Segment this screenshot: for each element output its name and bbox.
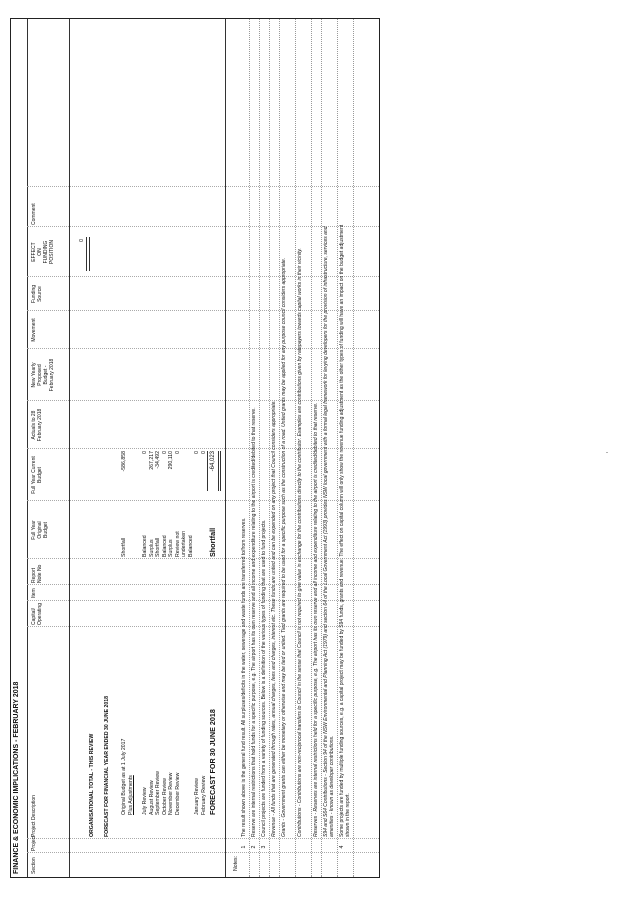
effect-rule [86, 237, 87, 271]
header-capital-operating: Capital/ Operating [31, 603, 43, 625]
review-value: 267,217 [148, 451, 155, 470]
header-section: Section [31, 857, 37, 874]
header-current-budget: Full Year Current Budget [31, 456, 43, 494]
note-number: 4 [339, 845, 345, 849]
review-result: Balanced [161, 535, 168, 557]
review-label: November Review [168, 772, 174, 815]
review-value: -34,492 [155, 451, 161, 469]
note-divider [269, 19, 270, 877]
header-comment: Comment [31, 203, 37, 225]
note-divider [259, 19, 260, 877]
note-text: Reserve are internal restrictions that hold funds for a specific purpose, e.g. The airport has its own reserve and all income and expenditure relating to the airport is credited/debited to that reserve. [251, 407, 257, 837]
opening-label: Original Budget as at 1 July 2017 [121, 738, 127, 815]
notes-divider [225, 19, 226, 877]
page-title: FINANCE & ECONOMIC IMPLICATIONS - FEBRUARY 2018 [13, 681, 20, 874]
review-value: 0 [200, 451, 207, 454]
note-text: S94 and S64 Contributions - Section 94 of the NSW Environmental and Planning Act (1979) and section 64 of the Local Government Act (1993) provides NSW local government with a formal legal framework for levying developers for the provision of infrastructure, services and amenities - known as developer contributions. [323, 226, 336, 837]
review-value: 290,110 [168, 451, 174, 470]
header-report-note: Report Note No [31, 564, 43, 583]
col-sep [27, 852, 379, 853]
opening-value: -586,858 [121, 451, 127, 472]
review-result: Surplus [168, 539, 174, 557]
org-total-heading: ORGANISATIONAL TOTAL - THIS REVIEW [89, 733, 95, 837]
note-number: 2 [251, 845, 257, 849]
effect-value: 0 [79, 239, 85, 242]
header-description: Project Description [31, 795, 37, 837]
review-value: 0 [194, 451, 200, 454]
header-original-budget: Full Year Original Budget [31, 520, 49, 540]
review-result: Balanced [187, 535, 194, 557]
note-number: 3 [261, 845, 267, 849]
note-divider [337, 19, 338, 877]
note-text: Council projects are funded from a variety of funding sources. Below is a definition of the various types of funding that are used to fund projects. [261, 519, 267, 837]
review-result: Shortfall [155, 537, 161, 557]
note-number: 1 [241, 845, 247, 849]
review-label: October Review [161, 778, 168, 815]
col-sep [27, 838, 379, 839]
review-label: February Review [200, 775, 207, 815]
forecast-heading: FORECAST FOR FINANCIAL YEAR ENDED 30 JUNE 2018 [104, 695, 110, 837]
header-funding-source: Funding Source [31, 284, 43, 304]
header-item: Item [31, 588, 37, 598]
review-label: August Review [148, 780, 155, 815]
note-divider [311, 19, 312, 877]
note-divider [295, 19, 296, 877]
note-divider [279, 19, 280, 877]
header-effect: EFFECT ON FUNDING POSITION [31, 240, 55, 264]
note-text: Some projects are funded by multiple funding sources, e.g. a capital project may be funded by S94 funds, grants and revenue. The effect on capital column will only show the revenue funding adjustment as the other types of funding will have an impact on the budget adjustment shown in the report. [339, 224, 352, 837]
review-label: January Review [194, 778, 200, 815]
note-text: Contributions - Contributions are non-reciprocal transfers to Council in the sense that Council is not required to give value in exchange for the contributions directly to the contributor. Examples are contributions given by ratepayers towards capital works in their vicinity. [297, 248, 303, 837]
note-text: Reserves - Reserves are internal restrictions held for a specific purpose, e.g. The airport has its own reserve and all income and expenditure relating to the airport is credited/debited to that reserve. [313, 402, 319, 837]
effect-rule [89, 237, 90, 271]
review-value: 0 [142, 451, 148, 454]
review-value: 0 [174, 451, 181, 454]
forecast-total-value: -64,023 [210, 451, 216, 472]
header-proposed-budget: New Yearly Proposed Budget - February 2018 [31, 358, 55, 392]
review-label: December Review [174, 772, 181, 815]
header-project: Project [31, 835, 37, 851]
header-movement: Movement [31, 318, 37, 342]
header-actuals: Actuals to 28 February 2018 [31, 408, 43, 442]
note-divider [321, 19, 322, 877]
total-rule [218, 451, 221, 491]
review-result: Balanced [142, 535, 148, 557]
note-text: The result shown above is the general fund result. All surpluses/deficits in the water, sewerage and waste funds are transferred to/from reserves. [241, 517, 247, 837]
review-result: Review not [174, 531, 181, 557]
review-result: Surplus [148, 539, 155, 557]
col-sep [27, 186, 379, 187]
opening-result: Shortfall [121, 537, 127, 557]
note-divider [249, 19, 250, 877]
note-divider [353, 19, 354, 877]
page-mark: - [606, 450, 608, 456]
plus-adjustments-label: Plus Adjustments [128, 775, 134, 815]
review-label: July Review [142, 787, 148, 815]
note-text: Revenue - All funds that are generated through rates, annual charges, fees and charges, interest etc. These funds are untied and can be expended on any project that Council considers appropriate. [271, 400, 277, 837]
review-value: 0 [161, 451, 168, 454]
forecast-total-label: FORECAST FOR 30 JUNE 2018 [208, 709, 217, 815]
review-result-continued: undertaken [181, 531, 187, 557]
note-text: Grants - Government grants can either be monetary or otherwise and may be tied or untied. Tied grants are required to be used for a specific purpose such as the construction of a road. Untied grants may be applied for any purpose council considers appropriate. [281, 257, 287, 837]
notes-label: Notes: [233, 856, 239, 871]
forecast-total-result: Shortfall [208, 527, 217, 557]
review-label: September Review [155, 771, 161, 815]
subtotal-rule [207, 451, 208, 491]
finance-sheet [10, 18, 380, 878]
